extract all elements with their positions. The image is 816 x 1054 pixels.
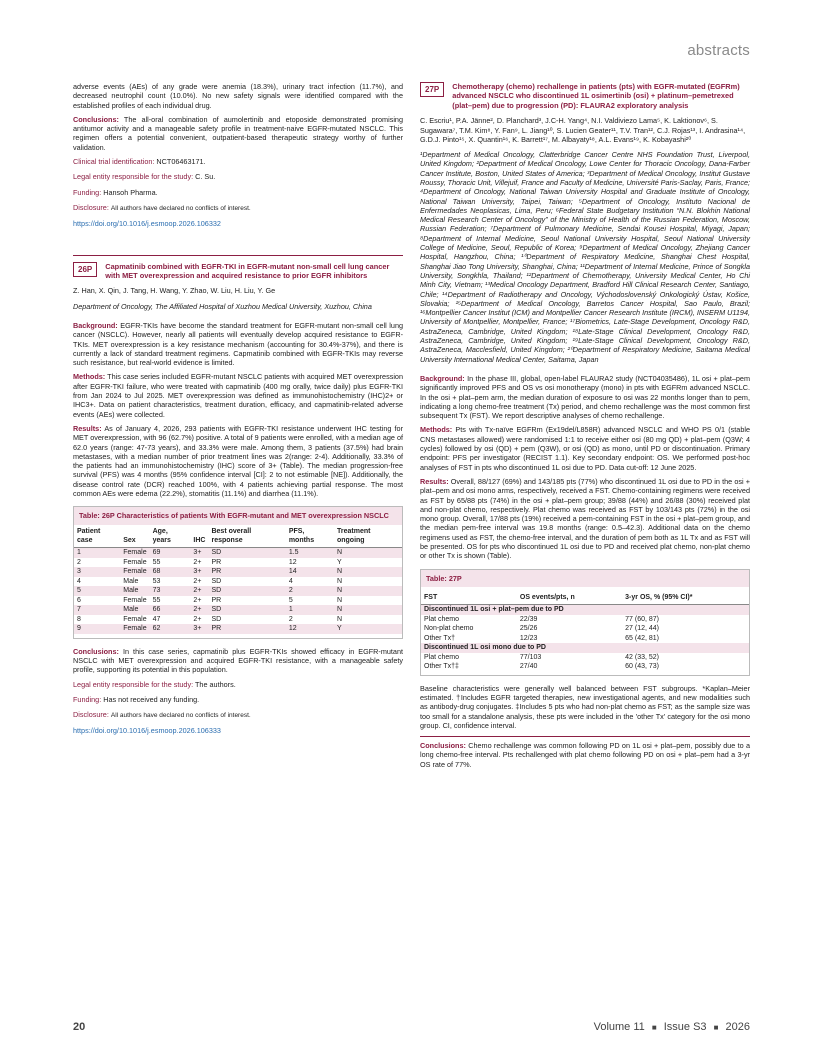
table-cell: Non-plat chemo — [424, 625, 474, 633]
volume: Volume 11 — [593, 1021, 645, 1033]
table-group-row — [421, 643, 749, 653]
table-cell: N — [334, 548, 402, 558]
methods-27p-label: Methods: — [420, 425, 453, 435]
authors: Z. Han, X. Qin, J. Tang, H. Wang, Y. Zhao, W. Liu, H. Liu, Y. Ge — [73, 286, 276, 296]
legal-26p-label: Legal entity responsible for the study: — [73, 679, 194, 689]
disclosure-26p — [73, 710, 403, 720]
separator-icon: ■ — [651, 1023, 657, 1032]
table-cell: 4 — [288, 577, 293, 585]
table-cell: 69 — [150, 548, 191, 558]
table-26p-header-cell: Age, years — [152, 527, 171, 544]
background-label: Background: — [73, 320, 118, 330]
disclosure — [73, 203, 403, 213]
results-label: Results: — [73, 423, 102, 433]
table-cell: SD — [208, 586, 285, 596]
table-cell: Female — [123, 558, 147, 566]
table-cell: Female — [123, 615, 147, 623]
methods-27p-text: Pts with Tx-naïve EGFRm (Ex19del/L858R) advanced NSCLC and WHO PS 0/1 (stable CNS metastases allowed) were randomised 1:1 to receive either osi (80 mg QD) + plat–pem (Q3W; 4 cycles) followed by osi (QD) + pem (Q3W), or osi (QD) as mono, until PD or discontinuation. Primary endpoint: PFS per investigator (RECIST 1.1). Key secondary endpoint: OS. We performed post-hoc analyses of FST in pts who discontinued 1L osi due to PD. Data cut-off: 12 June 2025. — [420, 425, 750, 472]
table-cell: 9 — [74, 624, 120, 634]
affiliations-27p: ¹Department of Medical Oncology, Clatterbridge Cancer Centre NHS Foundation Trust, Liverpool, United Kingdom; ²Department of Medical Oncology, Lowe Center for Thoracic Oncology, Dana-Farber Cancer Institute, Boston, United States of America; ³Department of Medical Oncology, Institut Gustave Roussy, Thoracic Unit, Villejuif, France and Faculty of Medicine, Université Paris-Saclay, Paris, France; ⁴Department of Oncology, National Taiwan University Hospital and Graduate Institute of Oncology, National Taiwan University, Taipei, Taiwan; ⁵Department of Oncology, Instituto Nacional de Enfermedades Neoplasicas, Lima, Peru; ⁶Federal State Budgetary Institution “N.N. Blokhin National Medical Research Center of Oncology” of the Ministry of Health of the Russian Federation, Moscow, Russian Federation; ⁷Department of Pulmonary Medicine, Sendai Kousei Hospital, Miyagi, Japan; ⁸Department of Internal Medicine, Seoul National University Hospital, Seoul National University College of Medicine, Seoul, Republic of Korea; ⁹Department of Medical Oncology, Zhejiang Cancer Hospital, Hangzhou, China; ¹⁰Department of Respiratory Medicine, Shanghai Chest Hospital, Shanghai Jiao Tong University, Shanghai, China; ¹¹Department of Internal Medicine, Prince of Songkla University, Songkhla, Thailand; ¹²Department of Chemotherapy, University Medical Center, Ho Chi Minh City, Vietnam; ¹³Medical Oncology Department, Bradford Hill Clinical Research Center, Santiago, Chile; ¹⁴Department of Radiotherapy and Oncology, Východoslovenský Onkologický Ústav, Košice, Slovakia; ¹⁵Department of Medical Oncology, Barretos Cancer Hospital, Sao Paulo, Brazil; ¹⁶Montpellier Cancer Institut (ICM) and Montpellier Cancer Research Institute (IRCM), INSERM U1194, University of Montpellier, Montpellier, France; ¹⁷Biometrics, Late-Stage Development, Oncology R&D, AstraZeneca, Cambridge, United Kingdom; ¹⁸Late-Stage Clinical Development, Oncology R&D, AstraZeneca, Cambridge, United Kingdom; ¹⁹Late-Stage Clinical Development, Oncology R&D, AstraZeneca, Macclesfield, United Kingdom; ²⁰Department of Respiratory Medicine, Saitama Medical University International Medical Center, Saitama, Japan — [420, 150, 750, 364]
legal-text: C. Su. — [195, 172, 216, 182]
trial-text: NCT06463171. — [156, 157, 206, 167]
disclosure-26p-text: All authors have declared no conflicts of interest. — [110, 712, 251, 720]
table-row — [74, 596, 402, 606]
page-number: 20 — [73, 1021, 86, 1033]
table-cell: 42 (33, 52) — [625, 653, 660, 661]
table-cell: N — [334, 586, 402, 596]
table-cell: N — [336, 615, 343, 623]
background-27p-text: In the phase III, global, open-label FLAURA2 study (NCT04035486), 1L osi + plat–pem significantly improved PFS and OS vs osi monotherapy (mono) in pts with EGFRm advanced NSCLC. In the osi + plat–pem arm, the median duration of exposure to osi was 22 months longer than to pem, indicating a long chemo-free treatment (Tx) period, and chemo rechallenge was the most common first subsequent Tx (FST). We report descriptive analyses of chemo rechallenge. — [420, 373, 750, 421]
table-cell: 5 — [74, 586, 120, 596]
conclusions-text: The all-oral combination of aumolertinib and etoposide demonstrated promising antitumor activity and a manageable safety profile in treatment-naive EGFR-mutated NSCLC. This regimen offers a potential convenient, outpatient-based therapeutic strategy worthy of further validation. — [73, 114, 403, 152]
table-26p-header-cell: Treatment ongoing — [336, 527, 371, 544]
conclusions-paragraph — [73, 115, 403, 152]
table-27p-title: Table: 27P — [421, 570, 749, 587]
left-column — [73, 82, 403, 742]
table-26p-header-cell: Best overall response — [211, 527, 252, 544]
background-27p-label: Background: — [420, 373, 465, 383]
methods-paragraph — [73, 372, 403, 418]
trial-id — [73, 157, 403, 166]
table-row — [421, 653, 749, 663]
table-27p-footnote: Baseline characteristics were generally well balanced between FST subgroups. *Kaplan–Meier estimated. †Includes EGFR targeted therapies, new investigational agents, and new modalities such as antibody-drug conjugates. ‡Includes 5 pts who had non-plat chemo as FST; as the sample size was too small for a standalone analysis, these pts were included in the 'other Tx' category for the osi mono group. CI, confidence interval. — [420, 683, 750, 730]
table-row — [74, 548, 402, 558]
table-cell: Male — [120, 586, 149, 596]
issue: Issue S3 — [663, 1021, 707, 1033]
table-cell: 65 (42, 81) — [625, 634, 660, 642]
table-cell: 6 — [77, 596, 81, 604]
legal-entity-26p — [73, 680, 403, 689]
table-cell: 2 — [77, 558, 81, 566]
conclusions-27p-text: Chemo rechallenge was common following PD on 1L osi + plat–pem, possibly due to a long chemo-free interval. Pts rechallenged with plat chemo following PD on osi + plat–pem had a 3-yr OS rate of 77%. — [420, 741, 750, 769]
table-cell: 53 — [152, 577, 161, 585]
table-cell: PR — [208, 567, 285, 577]
table-cell: 7 — [74, 605, 120, 615]
background-27p-paragraph — [420, 374, 750, 420]
table-26p-header-cell: IHC — [193, 536, 206, 544]
table-cell: 62 — [150, 624, 191, 634]
table-27p-header-cell: OS events/pts, n — [519, 593, 575, 601]
funding-label: Funding: — [73, 187, 102, 197]
table-cell: 2 — [288, 615, 293, 623]
table-cell: 1.5 — [286, 548, 334, 558]
table-cell: 2+ — [193, 577, 202, 585]
table-cell: N — [336, 596, 343, 604]
results-27p-text: Overall, 88/127 (69%) and 143/185 pts (77%) who discontinued 1L osi due to PD in the osi + plat–pem and osi mono arms, respectively, received a FST. Chemo-containing regimens were received as FST by 65/88 pts (74%) in the osi + plat–pem group; 39/88 (44%) and 26/88 (30%) received plat and non-plat chemo, respectively. Plat chemo was received as FST by 103/143 pts (72%) in the osi mono group. Overall, 17/88 pts (19%) received a pem-containing FST in the osi + plat–pem group, and the median pem-free interval was 19.8 months (range: 0.5–42.3). Additional data on the chemo regimens used as FST, the chemo-free interval, and the duration of pem both as 1L Tx and as FST will be presented. OS for pts who discontinued 1L osi due to PD and received plat chemo, non-plat chemo or other Tx is shown (Table). — [420, 476, 750, 561]
table-cell: 1 — [74, 548, 120, 558]
funding — [73, 188, 403, 197]
table-row — [74, 567, 402, 577]
table-cell: 2+ — [190, 586, 208, 596]
table-row — [74, 615, 402, 625]
table-26p-header-cell: Patient case — [77, 527, 101, 544]
background-paragraph — [73, 321, 403, 367]
table-cell: Other Tx† — [424, 634, 455, 642]
year: 2026 — [725, 1021, 750, 1033]
table-cell: 66 — [150, 605, 191, 615]
table-cell: PR — [211, 558, 222, 566]
results-27p-label: Results: — [420, 476, 449, 486]
table-cell: 12/23 — [519, 634, 538, 642]
table-cell: Female — [120, 624, 149, 634]
table-row — [74, 586, 402, 596]
patient-table — [74, 525, 402, 634]
methods-label: Methods: — [73, 372, 106, 382]
abstract-header-26p — [73, 255, 403, 281]
table-row — [421, 624, 749, 634]
table-cell: 4 — [77, 577, 81, 585]
table-row — [74, 577, 402, 587]
funding-26p-text: Has not received any funding. — [103, 694, 200, 704]
disclosure-label: Disclosure: — [73, 202, 109, 212]
table-cell: Y — [334, 624, 402, 634]
table-cell: 73 — [150, 586, 191, 596]
table-group-row — [421, 605, 749, 615]
table-group-label: Discontinued 1L osi + plat–pem due to PD — [421, 605, 749, 615]
table-cell: SD — [211, 615, 222, 623]
table-cell: 22/39 — [519, 615, 538, 623]
table-cell: 27 (12, 44) — [625, 625, 660, 633]
results-paragraph — [73, 424, 403, 498]
journal-issue — [594, 1021, 750, 1033]
results-27p-paragraph — [420, 477, 750, 561]
table-cell: PR — [211, 596, 222, 604]
divider — [420, 736, 750, 737]
abstract-id-badge-27p: 27P — [420, 82, 444, 97]
table-cell: 77/103 — [519, 653, 542, 661]
abstract-title-27p: Chemotherapy (chemo) rechallenge in patients (pts) with EGFR-mutated (EGFRm) advanced NSCLC who discontinued 1L osimertinib (osi) + platinum–pemetrexed (plat–pem) due to progression (PD): FLAURA2 exploratory analysis — [452, 82, 740, 110]
conclusions-27p-label: Conclusions: — [420, 741, 466, 751]
legal-entity — [73, 172, 403, 181]
table-row — [74, 558, 402, 568]
table-row — [421, 662, 749, 672]
table-cell: Plat chemo — [424, 653, 460, 661]
table-cell: 3+ — [190, 548, 208, 558]
table-cell: 14 — [286, 567, 334, 577]
conclusions-label: Conclusions: — [73, 114, 119, 124]
table-row — [421, 615, 749, 625]
authors-27p: C. Escriu¹, P.A. Jänne², D. Planchard³, J.C-H. Yang⁴, N.I. Valdiviezo Lama⁵, K. Laktionov⁶, S. Sugawara⁷, T.M. Kim⁸, Y. Fan⁹, L. Jiang¹⁰, S. Lucien Geater¹¹, T.V. Tran¹², C.J. Rojas¹³, I. Andrasina¹⁴, G.D.J. Pinto¹⁵, X. Quantin¹⁶, K. Barrett¹⁷, M. Albayaty¹⁸, A.L. Evans¹⁹, K. Kobayashi²⁰ — [420, 116, 746, 144]
abstract-title: Capmatinib combined with EGFR-TKI in EGFR-mutant non-small cell lung cancer with MET overexpression and acquired resistance to prior EGFR inhibitors — [105, 261, 390, 280]
table-cell: Female — [120, 548, 149, 558]
disclosure-text: All authors have declared no conflicts of interest. — [110, 204, 251, 212]
table-cell: 77 (60, 87) — [625, 615, 660, 623]
table-cell: 2+ — [193, 558, 202, 566]
table-cell: SD — [208, 548, 285, 558]
table-cell: 1 — [286, 605, 334, 615]
doi-link-26p[interactable]: https://doi.org/10.1016/j.esmoop.2026.106333 — [73, 726, 221, 736]
disclosure-26p-label: Disclosure: — [73, 710, 109, 720]
table-27p-header-cell: 3-yr OS, % (95% CI)* — [625, 593, 693, 601]
table-cell: 47 — [152, 615, 161, 623]
table-cell: Female — [120, 567, 149, 577]
table-group-label: Discontinued 1L osi mono due to PD — [421, 643, 749, 653]
funding-26p-label: Funding: — [73, 694, 102, 704]
table-cell: 55 — [152, 558, 161, 566]
table-cell: 5 — [288, 596, 293, 604]
table-cell: 27/40 — [519, 663, 538, 671]
table-cell: 12 — [288, 558, 297, 566]
doi-link[interactable]: https://doi.org/10.1016/j.esmoop.2026.106332 — [73, 219, 221, 229]
table-cell: 55 — [152, 596, 161, 604]
table-title: Table: 26P Characteristics of patients With EGFR-mutant and MET overexpression NSCLC — [74, 507, 402, 524]
table-cell: Male — [123, 577, 139, 585]
legal-26p-text: The authors. — [195, 679, 236, 689]
funding-text: Hansoh Pharma. — [103, 187, 158, 197]
table-cell: SD — [211, 577, 222, 585]
intro-text: adverse events (AEs) of any grade were anemia (18.3%), urinary tract infection (11.7%), and decreased neutrophil count (10.0%). No new safety signals were identified compared with the established profiles of each individual drug. — [73, 82, 403, 110]
background-text: EGFR-TKIs have become the standard treatment for EGFR-mutant non-small cell lung cancer (NSCLC). However, nearly all patients will eventually develop acquired resistance to EGFR-TKIs. MET overexpression is a key resistance mechanism (accounting for 30.4%-37%), and there is currently a lack of standard treatment regimens. Capmatinib combined with EGFR-TKIs may reverse such resistance, but real-world evidence is limited. — [73, 320, 404, 368]
methods-text: This case series included EGFR-mutant NSCLC patients with acquired MET overexpression after EGFR-TKI failure, who were treated with capmatinib (400 mg orally, twice daily) plus EGFR-TKI from Jan 2024 to Jul 2025. MET overexpression was defined as immunohistochemistry (IHC)2+ or IHC3+. Data on patient characteristics, treatment duration, efficacy, and capmatinib-related adverse events (AEs) were collected. — [73, 372, 403, 419]
table-cell: Male — [120, 605, 149, 615]
results-text: As of January 4, 2026, 293 patients with EGFR-TKI resistance underwent IHC testing for MET overexpression, with 96 (62.7%) positive. A total of 9 patients were enrolled, with a median age of 62.0 years (range: 47-73 years), and 33.3% were male. Among them, 3 patients (37.5%) had brain metastases, with a median number of prior treatment lines was 2(range: 2-4). Additionally, 33.3% of the patients had an immunohistochemistry (IHC) score of 3+ (Table). The median progression-free survival (PFS) was 4 months (95% confidence interval [CI]: 2 to not estimable [NE]). Additionally, the disease control rate (DCR) reached 100%, with 4 patients achieving partial response. The most common AEs were edema (22.2%), stomatitis (11.1%) and diarrhea (11.1%). — [73, 423, 403, 499]
table-cell: 2+ — [193, 596, 202, 604]
table-cell: Y — [336, 558, 342, 566]
table-cell: N — [334, 567, 402, 577]
table-cell: 3 — [74, 567, 120, 577]
os-table — [421, 587, 749, 672]
table-cell: N — [336, 577, 343, 585]
abstract-header-27p — [420, 82, 750, 110]
table-27p-header-cell: FST — [424, 593, 438, 601]
abstract-id-badge: 26P — [73, 262, 97, 277]
conclusions-26p-label: Conclusions: — [73, 646, 119, 656]
table-cell: Female — [123, 596, 147, 604]
table-26p-header-cell: Sex — [123, 536, 136, 544]
legal-label: Legal entity responsible for the study: — [73, 172, 194, 182]
table-cell: Other Tx†‡ — [424, 663, 459, 671]
table-cell: 2 — [286, 586, 334, 596]
table-cell: 12 — [286, 624, 334, 634]
table-cell: 2+ — [193, 615, 202, 623]
table-cell: 25/26 — [519, 625, 538, 633]
conclusions-27p-paragraph — [420, 741, 750, 769]
table-row — [421, 634, 749, 644]
table-cell: N — [334, 605, 402, 615]
table-cell: 8 — [77, 615, 81, 623]
table-cell: PR — [208, 624, 285, 634]
table-26p-header-cell: PFS, months — [288, 527, 315, 544]
funding-26p — [73, 695, 403, 704]
affiliation: Department of Oncology, The Affiliated Hospital of Xuzhou Medical University, Xuzhou, China — [73, 301, 372, 311]
conclusions-26p-paragraph — [73, 647, 403, 675]
table-27p — [420, 569, 750, 676]
methods-27p-paragraph — [420, 425, 750, 471]
table-cell: Plat chemo — [424, 615, 460, 623]
table-26p — [73, 506, 403, 638]
table-cell: 60 (43, 73) — [625, 663, 660, 671]
table-cell: 2+ — [190, 605, 208, 615]
table-row — [74, 605, 402, 615]
section-header: abstracts — [687, 42, 750, 59]
table-cell: 3+ — [190, 624, 208, 634]
table-cell: 3+ — [190, 567, 208, 577]
table-cell: SD — [208, 605, 285, 615]
table-cell: 68 — [150, 567, 191, 577]
trial-label: Clinical trial identification: — [73, 157, 155, 167]
table-row — [74, 624, 402, 634]
conclusions-26p-text: In this case series, capmatinib plus EGFR-TKIs showed efficacy in EGFR-mutant NSCLC with MET overexpression and acquired EGFR-TKI resistance, with a manageable safety profile, supporting its potential in this population. — [73, 646, 403, 675]
right-column — [420, 82, 750, 774]
separator-icon: ■ — [713, 1023, 719, 1032]
